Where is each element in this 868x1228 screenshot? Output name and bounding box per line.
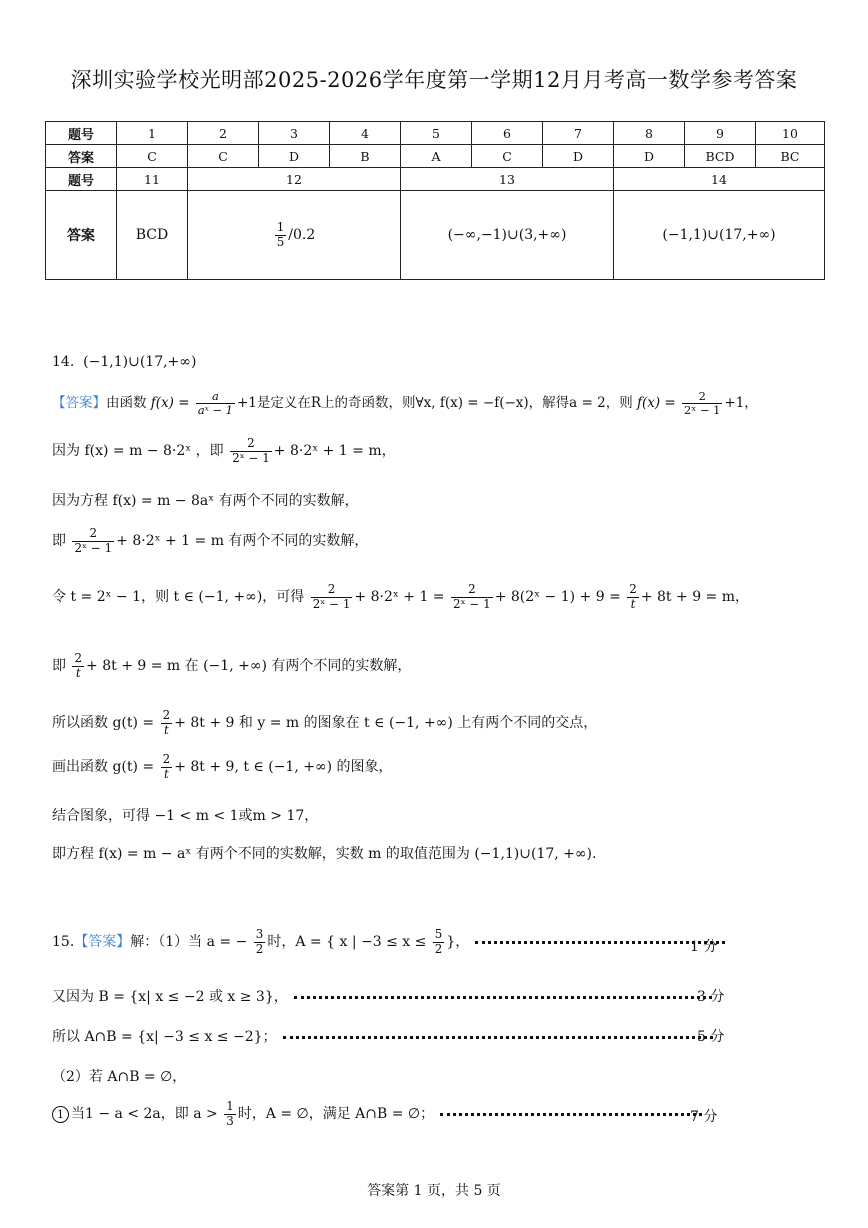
q14-heading: 14. (−1,1)∪(17,+∞) <box>52 354 197 370</box>
table-cell: A <box>401 145 472 168</box>
q15-line: 1 当1 − a < 2a，即 a > $\frac{1}{3}$ 时，A = ∅，满足 A∩B = ∅； <box>52 1100 708 1128</box>
table-cell: 7 <box>543 122 614 145</box>
fraction: $\frac{3}{2}$ <box>255 927 264 956</box>
fraction: $\frac{2}{t}$ <box>162 708 171 737</box>
q15-line: 又因为 B = {x| x ≤ −2 或 x ≥ 3}， <box>52 986 718 1006</box>
table-cell: 10 <box>756 122 825 145</box>
fraction: $\frac{2}{t}$ <box>74 651 83 680</box>
answer-tag: 【答案】 <box>74 934 131 951</box>
fraction: $\frac{2}{\text{2ˣ − 1}}$ <box>684 389 721 418</box>
table-row <box>46 191 825 280</box>
table-cell: 1 <box>117 122 188 145</box>
q14-line: 所以函数 g(t) = $\frac{2}{t}$ + 8t + 9 和 y = m 的图象在 t ∈ (−1, +∞) 上有两个不同的交点， <box>52 708 598 737</box>
table-cell: C <box>117 145 188 168</box>
leader-dots <box>294 996 712 999</box>
q15-line: 15.【答案】解：（1）当 a = − $\frac{3}{2}$ 时，A = { x | −3 ≤ x ≤ $\frac{5}{2}$ }， <box>52 928 731 956</box>
fraction: $\frac{1}{3}$ <box>226 1099 234 1128</box>
leader-dots <box>475 941 725 944</box>
leader-dots <box>283 1036 713 1039</box>
score: 1 分 <box>690 939 718 955</box>
table-cell: B <box>330 145 401 168</box>
table-cell: (−1,1)∪(17,+∞) <box>614 191 825 280</box>
fraction: $\frac{2}{\text{2ˣ − 1}}$ <box>453 582 491 611</box>
q15-line: 所以 A∩B = {x| −3 ≤ x ≤ −2}； <box>52 1026 719 1046</box>
fraction: $\frac{5}{2}$ <box>434 927 443 956</box>
leader-dots <box>440 1113 702 1116</box>
table-cell: 13 <box>401 168 614 191</box>
table-cell: D <box>614 145 685 168</box>
answer-label: 答案 <box>46 145 117 168</box>
score: 3 分 <box>697 989 725 1005</box>
score: 5 分 <box>697 1029 725 1045</box>
table-cell: C <box>472 145 543 168</box>
q14-line: 【答案】由函数 f(x) = $\frac{a}{\text{aˣ − 1}}$ +1是定义在R上的奇函数，则∀x, f(x) = −f(−x)，解得a = 2，则 f(x) = $\frac{2}{\text{2ˣ − 1}}$ +1， <box>52 389 758 418</box>
q14-line: 因为 f(x) = m − 8·2ˣ ，即 $\frac{2}{\text{2ˣ − 1}}$ + 8·2ˣ + 1 = m， <box>52 436 396 465</box>
table-cell: BC <box>756 145 825 168</box>
table-cell: 12 <box>188 168 401 191</box>
table-row <box>46 168 825 191</box>
table-cell: 2 <box>188 122 259 145</box>
q15-line: （2）若 A∩B = ∅， <box>52 1069 187 1085</box>
page-footer: 答案第 1 页，共 5 页 <box>367 1183 501 1199</box>
answer-label: 答案 <box>46 191 117 280</box>
circled-number: 1 <box>52 1106 69 1123</box>
table-cell: D <box>259 145 330 168</box>
table-cell: 5 <box>401 122 472 145</box>
fraction: $\frac{1}{5}$ <box>276 219 285 249</box>
fraction: $\frac{2}{t}$ <box>629 582 637 611</box>
table-cell: 8 <box>614 122 685 145</box>
table-cell: 4 <box>330 122 401 145</box>
table-row <box>46 122 825 145</box>
fraction: $\frac{2}{t}$ <box>162 752 171 781</box>
fraction: $\frac{2}{\text{2ˣ − 1}}$ <box>312 582 351 611</box>
table-cell: BCD <box>117 191 188 280</box>
table-cell: 14 <box>614 168 825 191</box>
answer-table <box>45 121 825 280</box>
fraction: $\frac{2}{\text{2ˣ − 1}}$ <box>74 526 113 555</box>
q14-line: 令 t = 2ˣ − 1，则 t ∈ (−1, +∞)，可得 $\frac{2}{\text{2ˣ − 1}}$ + 8·2ˣ + 1 = $\frac{2}{\text{2ˣ − 1}}$ + 8(2ˣ − 1) + 9 = $\frac{2}{t}$ + 8t + 9 = m， <box>52 582 750 611</box>
q14-line: 结合图象，可得 −1 < m < 1或m > 17， <box>52 808 319 824</box>
table-cell: 11 <box>117 168 188 191</box>
score: 7 分 <box>690 1109 718 1125</box>
table-cell: BCD <box>685 145 756 168</box>
q14-line: 即 $\frac{2}{\text{2ˣ − 1}}$ + 8·2ˣ + 1 = m 有两个不同的实数解， <box>52 526 369 555</box>
table-cell: 3 <box>259 122 330 145</box>
table-row <box>46 145 825 168</box>
qnum-label: 题号 <box>46 122 117 145</box>
q14-line: 即 $\frac{2}{t}$ + 8t + 9 = m 在 (−1, +∞) 有两个不同的实数解， <box>52 651 412 680</box>
fraction: $\frac{a}{\text{aˣ − 1}}$ <box>197 389 233 418</box>
table-cell: 6 <box>472 122 543 145</box>
table-cell: $\frac{1}{5}$ /0.2 <box>188 191 401 280</box>
answer-tag: 【答案】 <box>52 395 106 412</box>
q14-line: 因为方程 f(x) = m − 8aˣ 有两个不同的实数解， <box>52 493 359 509</box>
q14-line: 画出函数 g(t) = $\frac{2}{t}$ + 8t + 9, t ∈ (−1, +∞) 的图象， <box>52 752 393 781</box>
table-cell: D <box>543 145 614 168</box>
table-cell: (−∞,−1)∪(3,+∞) <box>401 191 614 280</box>
qnum-label: 题号 <box>46 168 117 191</box>
q14-line: 即方程 f(x) = m − aˣ 有两个不同的实数解，实数 m 的取值范围为 (−1,1)∪(17, +∞). <box>52 846 597 862</box>
table-cell: C <box>188 145 259 168</box>
table-cell: 9 <box>685 122 756 145</box>
fraction: $\frac{2}{\text{2ˣ − 1}}$ <box>232 436 270 465</box>
page-title: 深圳实验学校光明部2025-2026学年度第一学期12月月考高一数学参考答案 <box>70 68 798 92</box>
